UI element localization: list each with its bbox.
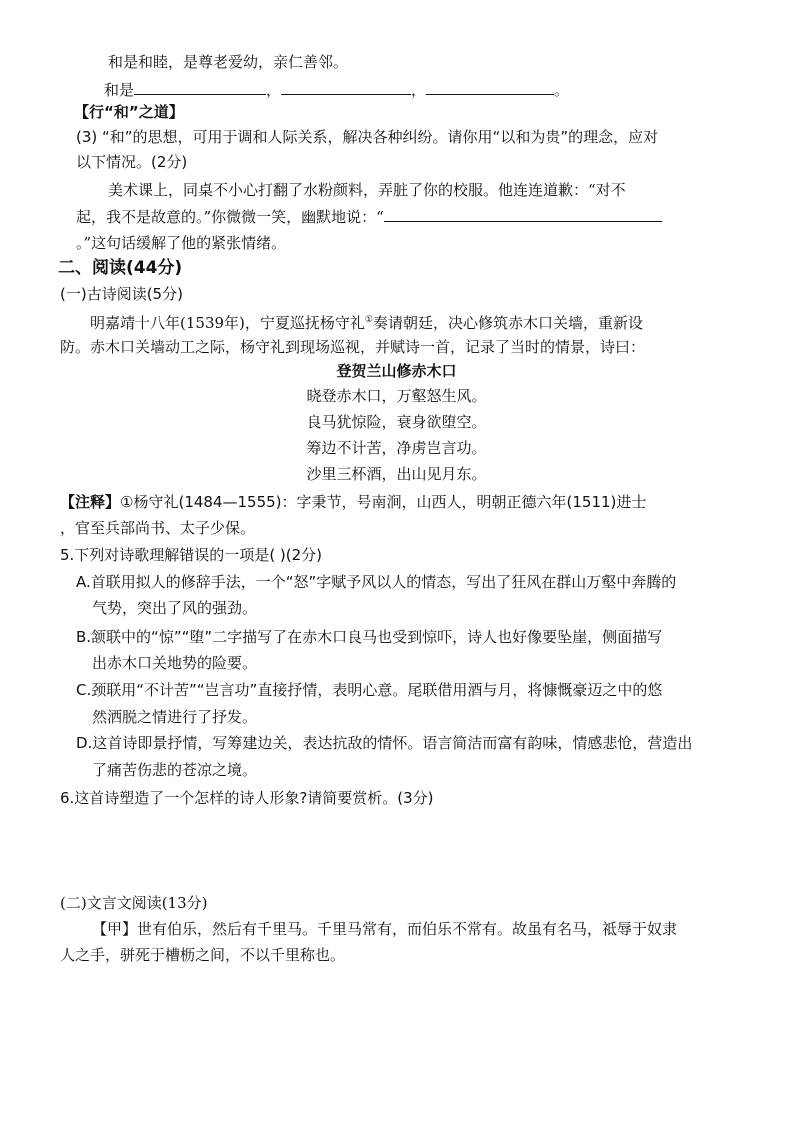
intro-line-1 bbox=[90, 310, 643, 333]
q5-option-c-1: C.颈联用“不计苦”“岂言功”直接抒情，表明心意。尾联借用酒与月，将慷慨豪迈之中的悠 bbox=[76, 681, 663, 699]
poem-section-title: (一)古诗阅读(5分) bbox=[60, 285, 183, 303]
poem-line-3: 筹边不计苦，净虏岂言功。 bbox=[306, 439, 487, 457]
q3-line-2: 以下情况。(2分) bbox=[76, 153, 188, 171]
note-label: 【注释】 bbox=[60, 493, 121, 511]
q6-stem: 6.这首诗塑造了一个怎样的诗人形象?请简要赏析。(3分) bbox=[60, 789, 434, 807]
he-sep-2: ， bbox=[411, 81, 427, 99]
note-mark: ① bbox=[364, 315, 373, 325]
poem-title: 登贺兰山修赤木口 bbox=[336, 362, 457, 380]
note-line-1 bbox=[60, 492, 646, 512]
jia-label: 【甲】 bbox=[92, 920, 138, 938]
he-end: 。 bbox=[554, 81, 570, 99]
q5-option-d-1: D.这首诗即景抒情，写筹建边关，表达抗敌的情怀。语言简洁而富有韵味，情感悲怆，营造出 bbox=[76, 734, 693, 752]
q5-option-b-1: B.颔联中的“惊”“堕”二字描写了在赤木口良马也受到惊吓，诗人也好像要坠崖，侧面描写 bbox=[76, 628, 663, 646]
classical-section-title: (二)文言文阅读(13分) bbox=[60, 894, 208, 912]
q5-option-b-2: 出赤木口关地势的险要。 bbox=[92, 654, 258, 672]
note-line-2: ，官至兵部尚书、太子少保。 bbox=[60, 519, 256, 537]
q5-stem: 5.下列对诗歌理解错误的一项是( )(2分) bbox=[60, 546, 323, 564]
he-blank-3[interactable] bbox=[426, 80, 554, 95]
intro-line-2: 防。赤木口关墙动工之际，杨守礼到现场巡视，并赋诗一首，记录了当时的情景，诗曰： bbox=[60, 338, 646, 356]
poem-line-4: 沙里三杯酒，出山见月东。 bbox=[306, 465, 487, 483]
intro-text-1-rest: 奏请朝廷，决心修筑赤木口关墙，重新设 bbox=[372, 314, 643, 332]
story-line-3: 。”这句话缓解了他的紧张情绪。 bbox=[76, 234, 287, 252]
story-line-2 bbox=[76, 207, 662, 227]
poem-line-2: 良马犹惊险，衰身欲堕空。 bbox=[306, 413, 487, 431]
classical-line-1 bbox=[92, 919, 677, 939]
q5-option-d-2: 了痛苦伤悲的苍凉之境。 bbox=[92, 761, 258, 779]
q5-option-c-2: 然洒脱之情进行了抒发。 bbox=[92, 708, 258, 726]
q5-option-a-2: 气势，突出了风的强劲。 bbox=[92, 599, 258, 617]
he-blank-1[interactable] bbox=[134, 80, 266, 95]
story-answer-blank[interactable] bbox=[384, 207, 662, 222]
section-2-title: 二、阅读(44分) bbox=[58, 258, 183, 278]
note-text-1: ①杨守礼(1484—1555)：字秉节，号南涧，山西人，明朝正德六年(1511)进士 bbox=[120, 493, 647, 511]
he-fill-prefix: 和是 bbox=[104, 81, 135, 99]
he-blank-2[interactable] bbox=[281, 80, 411, 95]
he-definition-line: 和是和睦，是尊老爱幼，亲仁善邻。 bbox=[108, 53, 349, 71]
story-line-2-text: 起，我不是故意的。”你微微一笑，幽默地说：“ bbox=[76, 208, 384, 226]
q5-option-a-1: A.首联用拟人的修辞手法，一个“怒”字赋予风以人的情态，写出了狂风在群山万壑中奔腾的 bbox=[76, 573, 677, 591]
classical-text-1: 世有伯乐，然后有千里马。千里马常有，而伯乐不常有。故虽有名马，祗辱于奴隶 bbox=[137, 920, 678, 938]
he-fill-line bbox=[104, 80, 569, 100]
poem-line-1: 晓登赤木口，万壑怒生风。 bbox=[306, 387, 487, 405]
intro-text-1: 明嘉靖十八年(1539年)，宁夏巡抚杨守礼 bbox=[90, 314, 365, 332]
xing-he-heading: 【行“和”之道】 bbox=[74, 103, 184, 121]
classical-line-2: 人之手，骈死于槽枥之间，不以千里称也。 bbox=[60, 946, 346, 964]
he-sep-1: ， bbox=[266, 81, 282, 99]
q3-line-1: (3) “和”的思想，可用于调和人际关系，解决各种纠纷。请你用“以和为贵”的理念，应对 bbox=[76, 128, 659, 146]
story-line-1: 美术课上，同桌不小心打翻了水粉颜料，弄脏了你的校服。他连连道歉：“对不 bbox=[108, 181, 626, 199]
